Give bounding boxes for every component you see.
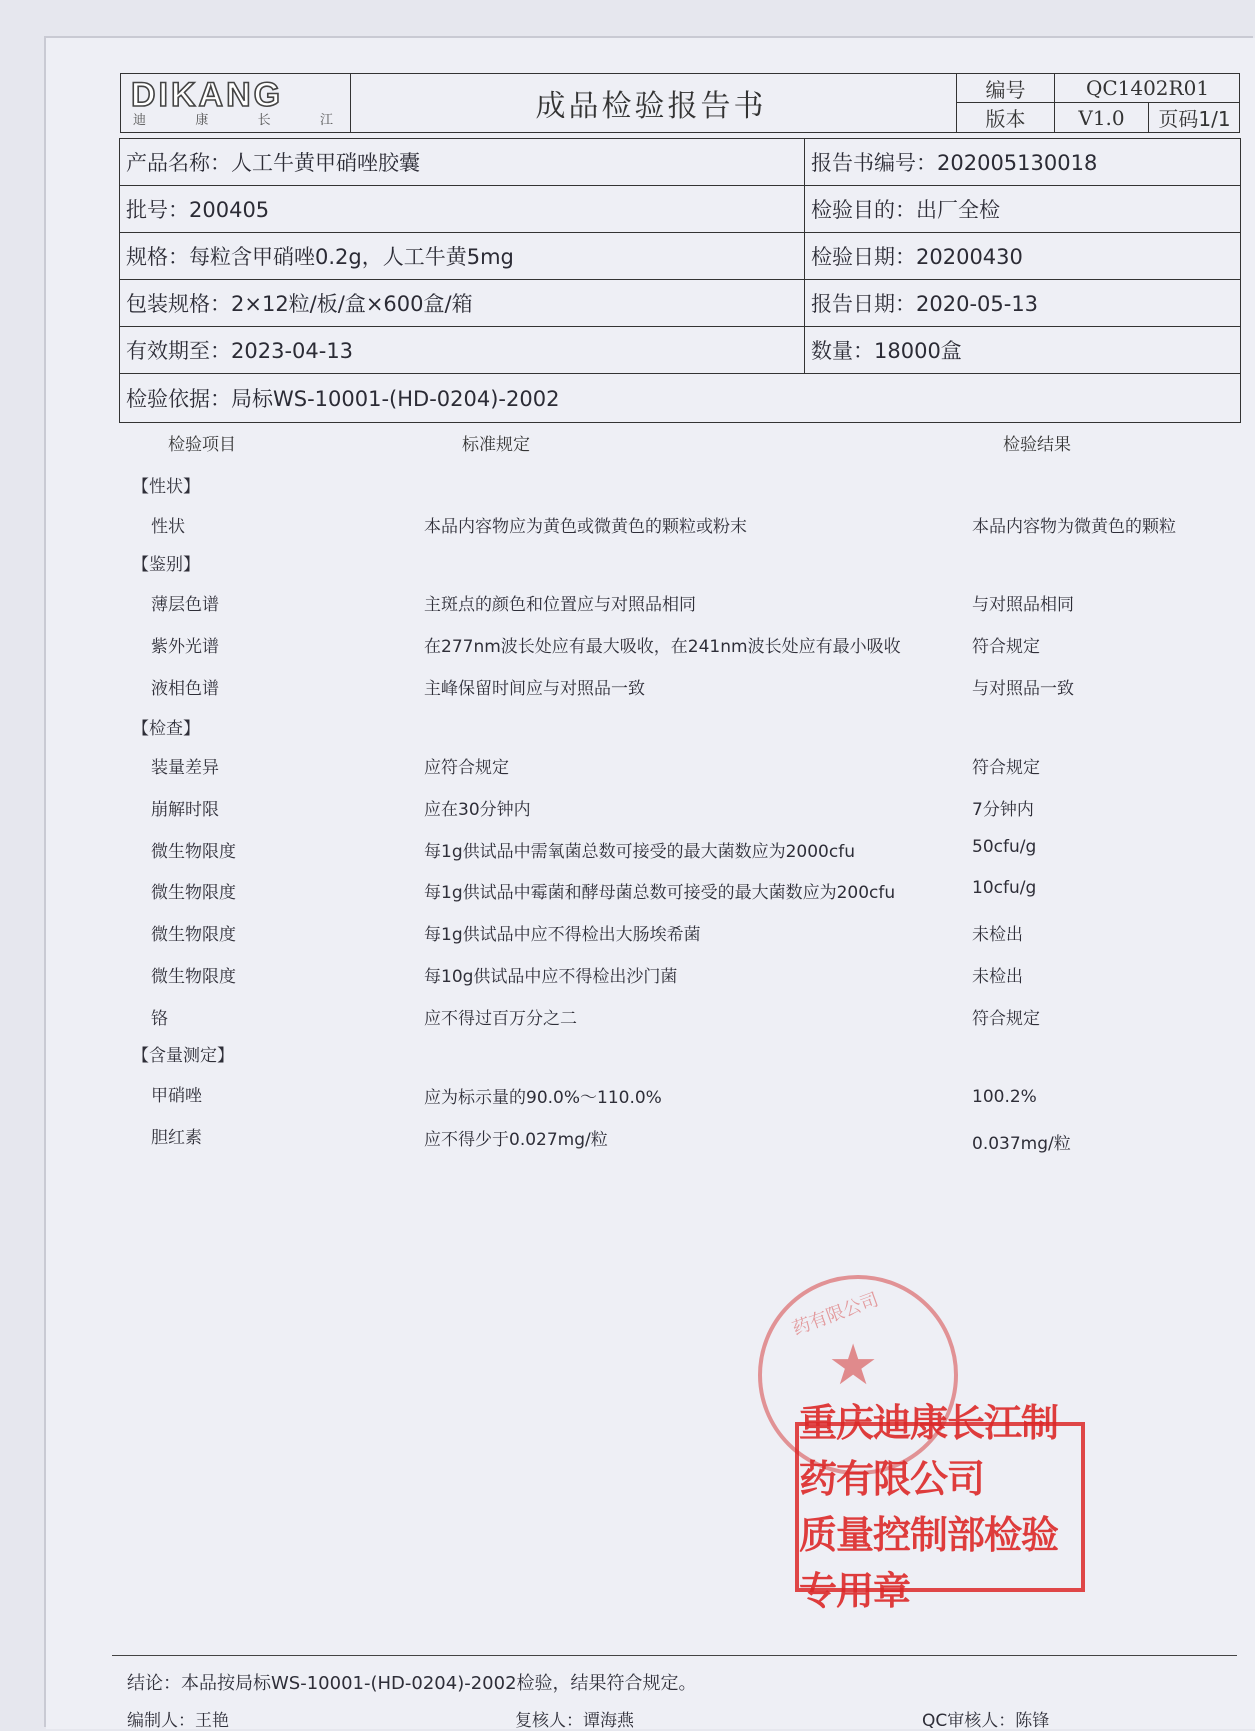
batch-number: 批号：200405 bbox=[120, 186, 805, 232]
qc-inspection-seal bbox=[795, 1401, 1085, 1613]
row-item: 装量差异 bbox=[151, 758, 219, 778]
row-standard: 应为标示量的90.0%～110.0% bbox=[424, 1088, 662, 1108]
section-assay: 【含量测定】 bbox=[132, 1046, 234, 1066]
row-result: 0.037mg/粒 bbox=[972, 1134, 1071, 1154]
section-identification: 【鉴别】 bbox=[132, 555, 200, 575]
row-result: 100.2% bbox=[972, 1087, 1037, 1107]
row-standard: 每1g供试品中需氧菌总数可接受的最大菌数应为2000cfu bbox=[424, 842, 855, 862]
footer-divider bbox=[112, 1655, 1237, 1656]
seal-line-department: 质量控制部检验专用章 bbox=[799, 1513, 1059, 1613]
row-item: 薄层色谱 bbox=[151, 595, 219, 615]
row-standard: 应不得过百万分之二 bbox=[424, 1009, 577, 1029]
report-header bbox=[120, 73, 1240, 133]
row-item: 紫外光谱 bbox=[151, 637, 219, 657]
report-number: 报告书编号：202005130018 bbox=[811, 151, 1098, 175]
conclusion: 结论：本品按局标WS-10001-(HD-0204)-2002检验，结果符合规定。 bbox=[127, 1673, 697, 1694]
row-standard: 每1g供试品中应不得检出大肠埃希菌 bbox=[424, 925, 701, 945]
row-result: 7分钟内 bbox=[972, 800, 1034, 820]
quantity: 数量：18000盒 bbox=[811, 339, 962, 363]
row-standard: 每1g供试品中霉菌和酵母菌总数可接受的最大菌数应为200cfu bbox=[424, 883, 896, 903]
row-item: 微生物限度 bbox=[151, 883, 236, 903]
qc-reviewer: QC审核人：陈锋 bbox=[922, 1711, 1050, 1731]
code-value: QC1402R01 bbox=[1085, 76, 1210, 100]
logo-wordmark: DIKANG bbox=[131, 76, 284, 114]
version-label: 版本 bbox=[957, 103, 1055, 132]
specification: 规格：每粒含甲硝唑0.2g，人工牛黄5mg bbox=[120, 233, 805, 279]
report-date: 报告日期：2020-05-13 bbox=[811, 292, 1039, 316]
row-standard: 应在30分钟内 bbox=[424, 800, 531, 820]
round-seal-text: 药有限公司 bbox=[789, 1289, 882, 1340]
product-info-table bbox=[119, 138, 1241, 423]
prepared-by: 编制人：王艳 bbox=[127, 1711, 229, 1731]
row-standard: 在277nm波长处应有最大吸收，在241nm波长处应有最小吸收 bbox=[424, 637, 901, 657]
code-label: 编号 bbox=[957, 74, 1055, 102]
row-result: 50cfu/g bbox=[972, 837, 1037, 857]
test-basis: 检验依据：局标WS-10001-(HD-0204)-2002 bbox=[126, 387, 560, 411]
row-item: 性状 bbox=[151, 517, 185, 537]
row-standard: 主峰保留时间应与对照品一致 bbox=[424, 679, 645, 699]
report-title: 成品检验报告书 bbox=[535, 89, 767, 124]
expiry-date: 有效期至：2023-04-13 bbox=[120, 327, 805, 373]
row-standard: 本品内容物应为黄色或微黄色的颗粒或粉末 bbox=[424, 517, 747, 537]
column-header-item: 检验项目 bbox=[168, 435, 236, 455]
row-result: 本品内容物为微黄色的颗粒 bbox=[972, 517, 1176, 537]
company-logo bbox=[121, 74, 351, 132]
row-item: 崩解时限 bbox=[151, 800, 219, 820]
row-result: 符合规定 bbox=[972, 758, 1040, 778]
reviewed-by: 复核人：谭海燕 bbox=[515, 1711, 634, 1731]
row-item: 微生物限度 bbox=[151, 967, 236, 987]
row-result: 未检出 bbox=[972, 925, 1023, 945]
row-result: 与对照品一致 bbox=[972, 679, 1074, 699]
product-name: 产品名称：人工牛黄甲硝唑胶囊 bbox=[120, 139, 805, 185]
logo-chinese: 迪 康 长 江 bbox=[133, 113, 333, 128]
row-item: 铬 bbox=[151, 1009, 168, 1029]
test-date: 检验日期：20200430 bbox=[811, 245, 1023, 269]
row-result: 符合规定 bbox=[972, 1009, 1040, 1029]
row-item: 甲硝唑 bbox=[151, 1086, 202, 1106]
page-label: 页码1/1 bbox=[1158, 107, 1231, 131]
row-item: 微生物限度 bbox=[151, 925, 236, 945]
version-value: V1.0 bbox=[1055, 103, 1149, 132]
packing-spec: 包装规格：2×12粒/板/盒×600盒/箱 bbox=[120, 280, 805, 326]
row-standard: 主斑点的颜色和位置应与对照品相同 bbox=[424, 595, 696, 615]
column-header-result: 检验结果 bbox=[1003, 435, 1071, 455]
test-purpose: 检验目的：出厂全检 bbox=[811, 198, 1000, 222]
seal-line-company: 重庆迪康长江制药有限公司 bbox=[799, 1401, 1059, 1501]
row-standard: 应符合规定 bbox=[424, 758, 509, 778]
section-appearance: 【性状】 bbox=[132, 477, 200, 497]
row-result: 与对照品相同 bbox=[972, 595, 1074, 615]
row-item: 液相色谱 bbox=[151, 679, 219, 699]
row-result: 符合规定 bbox=[972, 637, 1040, 657]
doc-control-grid bbox=[956, 74, 1239, 132]
section-inspection: 【检查】 bbox=[132, 719, 200, 739]
row-item: 胆红素 bbox=[151, 1128, 202, 1148]
row-item: 微生物限度 bbox=[151, 842, 236, 862]
column-header-standard: 标准规定 bbox=[462, 435, 530, 455]
seal-star-icon: ★ bbox=[828, 1333, 879, 1398]
row-result: 10cfu/g bbox=[972, 878, 1037, 898]
row-standard: 每10g供试品中应不得检出沙门菌 bbox=[424, 967, 678, 987]
row-result: 未检出 bbox=[972, 967, 1023, 987]
row-standard: 应不得少于0.027mg/粒 bbox=[424, 1130, 608, 1150]
